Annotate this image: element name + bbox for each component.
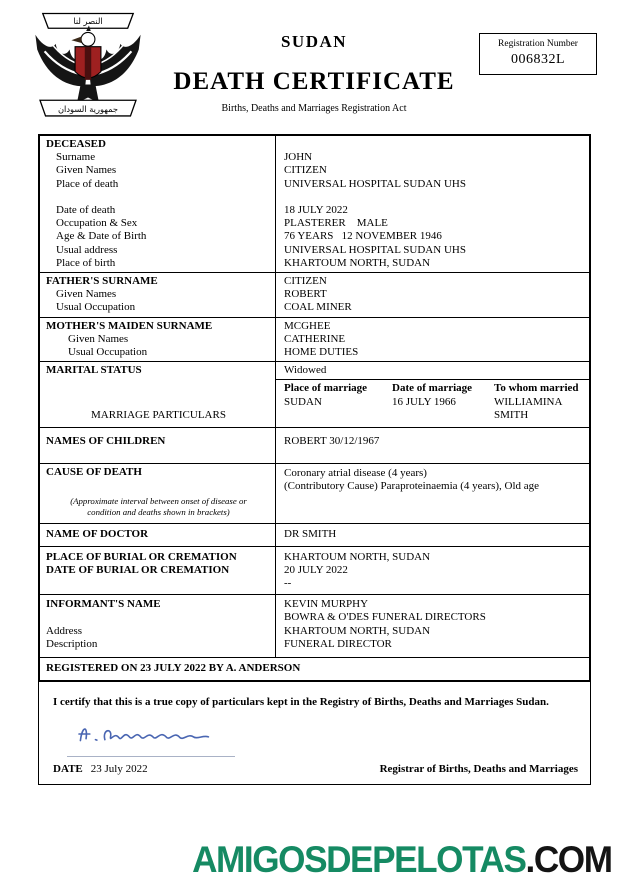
doctor-values — [276, 524, 589, 545]
father-values — [276, 273, 589, 317]
informant-address-label: Address — [46, 624, 83, 637]
emblem-top-banner-text: النصر لنا — [73, 16, 103, 27]
cause-line-2: (Contributory Cause) Paraproteinaemia (4 years), Old age — [284, 480, 540, 493]
date-of-marriage-header: Date of marriage — [392, 382, 473, 395]
cause-line-1: Coronary atrial disease (4 years) — [284, 467, 427, 480]
cause-values — [276, 464, 589, 523]
informant-labels — [40, 595, 276, 657]
date-value: 23 July 2022 — [90, 763, 148, 775]
children-values — [276, 428, 589, 463]
informant-address-value: KHARTOUM NORTH, SUDAN — [284, 624, 431, 637]
certificate-table — [38, 134, 591, 682]
to-whom-married-header: To whom married — [494, 382, 579, 395]
given-names-value: CITIZEN — [284, 164, 327, 177]
registration-number-value: 006832L — [510, 52, 566, 67]
spacer-row — [284, 138, 585, 151]
father-given-names-label: Given Names — [56, 288, 117, 301]
informant-company-value: BOWRA & O'DES FUNERAL DIRECTORS — [284, 611, 486, 624]
registration-number-box — [479, 33, 597, 75]
certification-bottom-row — [53, 763, 578, 775]
section-father — [40, 272, 589, 317]
informant-name-header: INFORMANT'S NAME — [46, 598, 161, 611]
place-of-birth-label: Place of birth — [56, 256, 116, 269]
registrar-signature — [67, 718, 235, 757]
place-of-marriage-header: Place of marriage — [284, 382, 368, 395]
father-occupation-label: Usual Occupation — [56, 301, 136, 314]
act-subtitle: Births, Deaths and Marriages Registration Act — [221, 103, 407, 114]
date-row — [53, 763, 148, 775]
section-marital-status — [40, 361, 589, 427]
mother-occupation-label: Usual Occupation — [68, 346, 148, 359]
section-doctor — [40, 523, 589, 545]
occupation-sex-value: PLASTERER MALE — [284, 217, 388, 230]
mother-maiden-surname-value: MCGHEE — [284, 319, 331, 332]
children-labels — [40, 428, 276, 463]
section-children — [40, 427, 589, 463]
marriage-particulars-box — [276, 379, 589, 427]
doctor-labels — [40, 524, 276, 545]
section-cause-of-death — [40, 463, 589, 523]
name-of-doctor-header: NAME OF DOCTOR — [46, 528, 149, 541]
place-of-birth-value: KHARTOUM NORTH, SUDAN — [284, 256, 431, 269]
spacer-row — [46, 611, 271, 624]
father-given-names-value: ROBERT — [284, 288, 327, 301]
date-of-marriage-value: 16 JULY 1966 — [392, 395, 456, 408]
marital-status-value: Widowed — [284, 364, 327, 377]
certification-statement: I certify that this is a true copy of particulars kept in the Registry of Births, Deaths and Marriages Sudan. — [53, 696, 549, 708]
mother-given-names-value: CATHERINE — [284, 332, 346, 345]
usual-address-value: UNIVERSAL HOSPITAL SUDAN UHS — [284, 243, 466, 256]
father-surname-header: FATHER'S SURNAME — [46, 275, 158, 288]
section-burial — [40, 546, 589, 595]
section-mother — [40, 317, 589, 362]
section-registered — [40, 657, 589, 680]
names-of-children-value: ROBERT 30/12/1967 — [284, 435, 380, 448]
footer-brand — [193, 839, 612, 881]
father-occupation-value: COAL MINER — [284, 301, 352, 314]
secretary-bird-emblem — [28, 6, 148, 128]
place-of-burial-header: PLACE OF BURIAL OR CREMATION — [46, 550, 237, 563]
age-dob-value: 76 YEARS 12 NOVEMBER 1946 — [284, 230, 442, 243]
registered-line: REGISTERED ON 23 JULY 2022 BY A. ANDERSON — [46, 662, 301, 675]
informant-description-value: FUNERAL DIRECTOR — [284, 637, 392, 650]
place-of-death-value: UNIVERSAL HOSPITAL SUDAN UHS — [284, 177, 466, 190]
date-of-death-label: Date of death — [56, 204, 116, 216]
country-title: SUDAN — [280, 32, 348, 51]
usual-address-label: Usual address — [56, 243, 118, 256]
father-surname-value: CITIZEN — [284, 275, 327, 288]
informant-values — [276, 595, 589, 657]
spacer-row — [284, 191, 585, 204]
father-labels — [40, 273, 276, 317]
certification-box — [38, 681, 591, 785]
informant-name-value: KEVIN MURPHY — [284, 598, 369, 611]
date-of-burial-header: DATE OF BURIAL OR CREMATION — [46, 563, 230, 576]
given-names-label: Given Names — [56, 164, 117, 177]
deceased-labels — [40, 136, 276, 272]
section-informant — [40, 594, 589, 657]
date-of-death-value: 18 JULY 2022 — [284, 203, 348, 216]
names-of-children-header: NAMES OF CHILDREN — [46, 435, 166, 448]
registrar-title: Registrar of Births, Deaths and Marriages — [379, 763, 578, 775]
mother-given-names-label: Given Names — [68, 332, 129, 345]
brand-tld: .COM — [525, 839, 612, 880]
mother-maiden-surname-header: MOTHER'S MAIDEN SURNAME — [46, 319, 213, 332]
cause-of-death-note: (Approximate interval between onset of disease or condition and deaths shown in brackets) — [70, 496, 247, 518]
cause-of-death-header: CAUSE OF DEATH — [46, 466, 142, 479]
date-of-burial-value: 20 JULY 2022 — [284, 563, 348, 576]
mother-values — [276, 318, 589, 362]
deceased-values — [276, 136, 589, 272]
burial-values — [276, 547, 589, 595]
marriage-particulars-grid — [284, 382, 581, 422]
informant-description-label: Description — [46, 637, 98, 650]
cause-labels — [40, 464, 276, 523]
registration-number-label: Registration Number — [498, 39, 578, 49]
surname-value: JOHN — [284, 151, 313, 164]
mother-occupation-value: HOME DUTIES — [284, 346, 359, 359]
age-dob-label: Age & Date of Birth — [56, 230, 147, 243]
section-deceased — [40, 136, 589, 272]
spacer-row — [46, 191, 271, 204]
burial-labels — [40, 547, 276, 595]
deceased-header: DECEASED — [46, 138, 106, 150]
date-label: DATE — [53, 763, 83, 775]
marriage-particulars-label: MARRIAGE PARTICULARS — [91, 408, 226, 421]
brand-name: AMIGOSDEPELOTAS — [192, 839, 526, 880]
marital-labels — [40, 362, 276, 427]
mother-labels — [40, 318, 276, 362]
place-of-burial-value: KHARTOUM NORTH, SUDAN — [284, 550, 431, 563]
place-of-death-label: Place of death — [56, 177, 119, 190]
surname-label: Surname — [56, 151, 96, 164]
marital-values — [276, 362, 589, 427]
occupation-sex-label: Occupation & Sex — [56, 217, 138, 230]
burial-dash-value: -- — [284, 577, 292, 590]
sudan-coat-of-arms — [28, 6, 148, 128]
to-whom-married-value: WILLIAMINA SMITH — [494, 395, 565, 421]
signature-scribble — [67, 718, 235, 750]
place-of-marriage-value: SUDAN — [284, 395, 322, 408]
marital-status-header: MARITAL STATUS — [46, 364, 142, 377]
name-of-doctor-value: DR SMITH — [284, 528, 337, 541]
emblem-bottom-banner-text: جمهورية السودان — [57, 103, 119, 114]
page-title: DEATH CERTIFICATE — [173, 68, 455, 95]
